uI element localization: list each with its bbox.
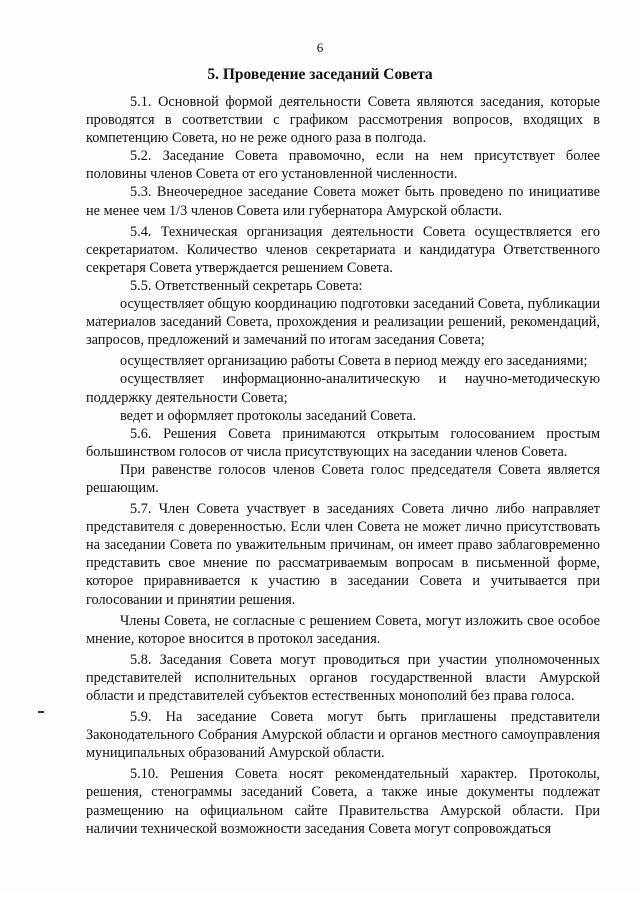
paragraph-5-2: 5.2. Заседание Совета правомочно, если на нем присутствует более половины членов Совета от его установленной численности.	[86, 148, 600, 183]
list-item: ведет и оформляет протоколы заседаний Совета.	[120, 407, 417, 424]
paragraph-dissent: Члены Совета, не согласные с решением Совета, могут изложить свое особое мнение, которое вносится в протокол заседания.	[86, 612, 600, 647]
paragraph-5-10: 5.10. Решения Совета носят рекомендательный характер. Протоколы, решения, стенограммы заседаний Совета, а также иные документы подлежат размещению на официальном сайте Правительства Амурской области. При наличии технической возможности заседания Совета могут сопровождаться	[86, 766, 600, 837]
paragraph-tie-vote: При равенстве голосов членов Совета голос председателя Совета является решающим.	[86, 461, 600, 496]
paragraph-5-1: 5.1. Основной формой деятельности Совета являются заседания, которые проводятся в соответствии с графиком рассмотрения вопросов, входящих в компетенцию Совета, но не реже одного раза в полгода.	[86, 94, 600, 147]
paragraph-5-6: 5.6. Решения Совета принимаются открытым голосованием простым большинством голосов от числа присутствующих на заседании членов Совета.	[86, 425, 600, 460]
list-item: осуществляет организацию работы Совета в период между его заседаниями;	[120, 353, 588, 370]
paragraph-5-7: 5.7. Член Совета участвует в заседаниях Совета лично либо направляет представителя с доверенностью. Если член Совета не может лично присутствовать на заседании Совета по уважительным причинам, он имеет право заблаговременно представить свое мнение по рассматриваемым вопросам в письменной форме, которое приравнивается к участию в заседании Совета и учитывается при голосовании и принятии решения.	[86, 501, 600, 608]
page-number: 6	[316, 40, 324, 55]
page-bottom-edge	[0, 893, 640, 905]
paragraph-5-8: 5.8. Заседания Совета могут проводиться при участии уполномоченных представителей исполнительных органов государственной власти Амурской области и представителей субъектов естественных монополий без права голоса.	[86, 651, 600, 704]
paragraph-5-9: 5.9. На заседание Совета могут быть приглашены представители Законодательного Собрания Амурской области и органов местного самоуправления муниципальных образований Амурской области.	[86, 709, 600, 762]
list-item: осуществляет общую координацию подготовки заседаний Совета, публикации материалов заседаний Совета, прохождения и реализации решений, рекомендаций, запросов, предложений и замечаний по итогам заседания Совета;	[86, 296, 600, 349]
section-title: 5. Проведение заседаний Совета	[207, 66, 433, 83]
document-body	[86, 93, 600, 838]
margin-mark	[38, 711, 44, 713]
list-item: осуществляет информационно-аналитическую и научно-методическую поддержку деятельности Совета;	[86, 371, 600, 406]
paragraph-5-4: 5.4. Техническая организация деятельности Совета осуществляется его секретариатом. Количество членов секретариата и кандидатура Ответственного секретаря Совета утверждается решением Совета.	[86, 223, 600, 276]
paragraph-5-3: 5.3. Внеочередное заседание Совета может быть проведено по инициативе не менее чем 1/3 членов Совета или губернатора Амурской области.	[86, 184, 600, 219]
paragraph-5-5: 5.5. Ответственный секретарь Совета:	[130, 277, 363, 294]
